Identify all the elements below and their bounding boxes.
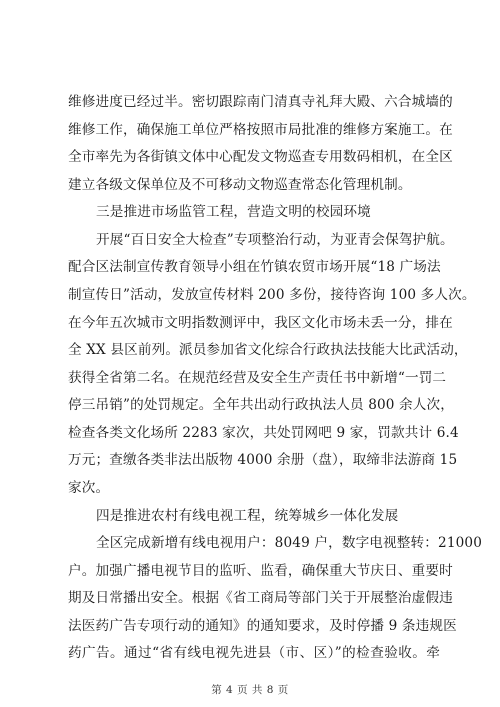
body-text-line: 建立各级文保单位及不可移动文物巡查常态化管理机制。 bbox=[68, 177, 412, 193]
body-text-line: 全 XX 县区前列。派员参加省文化综合行政执法技能大比武活动， bbox=[68, 342, 468, 358]
body-text-line: 全区完成新增有线电视用户：8049 户，数字电视整转：21000 bbox=[96, 535, 483, 551]
body-text-line: 万元；查缴各类非法出版物 4000 余册（盘），取缔非法游商 15 bbox=[68, 452, 458, 468]
body-text-line: 家次。 bbox=[68, 480, 110, 496]
body-text-line: 药广告。通过“省有线电视先进县（市、区）”的检查验收。牵 bbox=[68, 645, 440, 661]
body-text-line: 检查各类文化场所 2283 家次，共处罚网吧 9 家，罚款共计 6.4 bbox=[68, 425, 459, 441]
body-text-line: 户。加强广播电视节目的监听、监看，确保重大节庆日、重要时 bbox=[68, 563, 453, 579]
section-heading: 四是推进农村有线电视工程，统筹城乡一体化发展 bbox=[96, 508, 399, 524]
body-text-line: 全市率先为各街镇文体中心配发文物巡查专用数码相机，在全区 bbox=[68, 149, 453, 165]
body-text-line: 维修工作，确保施工单位严格按照市局批准的维修方案施工。在 bbox=[68, 122, 453, 138]
body-text-line: 开展“百日安全大检查”专项整治行动，为亚青会保驾护航。 bbox=[96, 232, 454, 248]
body-text-line: 配合区法制宣传教育领导小组在竹镇农贸市场开展“18 广场法 bbox=[68, 259, 441, 275]
body-text-line: 制宣传日”活动，发放宣传材料 200 多份，接待咨询 100 多人次。 bbox=[68, 287, 476, 303]
body-text-line: 在今年五次城市文明指数测评中，我区文化市场未丢一分，排在 bbox=[68, 315, 453, 331]
body-text-line: 期及日常播出安全。根据《省工商局等部门关于开展整治虚假违 bbox=[68, 590, 453, 606]
section-heading: 三是推进市场监管工程，营造文明的校园环境 bbox=[96, 204, 371, 220]
body-text-line: 获得全省第二名。在规范经营及安全生产责任书中新增“一罚二 bbox=[68, 370, 447, 386]
body-text-line: 停三吊销”的处罚规定。全年共出动行政执法人员 800 余人次， bbox=[68, 397, 455, 413]
body-text-line: 法医药广告专项行动的通知》的通知要求，及时停播 9 条违规医 bbox=[68, 618, 457, 634]
body-text-line: 维修进度已经过半。密切跟踪南门清真寺礼拜大殿、六合城墙的 bbox=[68, 94, 453, 110]
page-number-footer: 第 4 页 共 8 页 bbox=[211, 684, 289, 696]
